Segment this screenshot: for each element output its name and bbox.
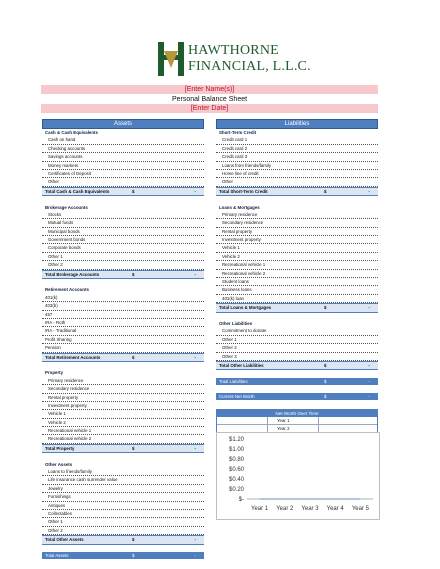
liability-row[interactable]: Home line of credit <box>216 170 378 178</box>
name-field[interactable]: [Enter Name(s)] <box>41 85 378 94</box>
net-worth-chart <box>216 432 380 520</box>
total-row: Total Cash & Cash Equivalents $ - <box>42 187 204 196</box>
net-worth-row: Current Net Worth $ - <box>216 393 378 400</box>
date-field[interactable]: [Enter Date] <box>41 104 378 113</box>
asset-row[interactable]: Other <box>42 178 204 186</box>
liability-row[interactable]: Other <box>216 178 378 186</box>
total-row: Total Other Assets $ - <box>42 535 204 544</box>
total-assets-row: Total Assets $ - <box>42 552 204 559</box>
liability-row[interactable]: Other 3 <box>216 353 378 361</box>
liability-row[interactable]: Recreational vehicle 1 <box>216 261 378 269</box>
total-row: Total Short-Term Credit $ - <box>216 187 378 196</box>
asset-row[interactable]: 457 <box>42 311 204 319</box>
asset-row[interactable]: Secondary residence <box>42 385 204 393</box>
asset-row[interactable]: Other 1 <box>42 253 204 261</box>
x-tick-label: Year 4 <box>326 506 344 512</box>
asset-row[interactable]: Savings accounts <box>42 153 204 161</box>
asset-row[interactable]: Pension <box>42 344 204 352</box>
asset-row[interactable]: Investment property <box>42 402 204 410</box>
section-label: Other Assets <box>45 461 73 467</box>
asset-row[interactable]: Government bonds <box>42 236 204 244</box>
hawthorne-logo-icon <box>158 42 184 76</box>
asset-row[interactable]: 401(k) <box>42 294 204 302</box>
net-worth-chart-svg <box>217 433 379 519</box>
net-worth-table-title: Net Worth Over Time <box>217 410 377 417</box>
asset-row[interactable]: Loans to friends/family <box>42 468 204 476</box>
liability-row[interactable]: 401(k) loan <box>216 295 378 303</box>
liability-row[interactable]: Recreational vehicle 2 <box>216 270 378 278</box>
section-label: Retirement Accounts <box>45 287 89 293</box>
asset-row[interactable]: Other 1 <box>42 518 204 526</box>
x-tick-label: Year 5 <box>351 506 369 512</box>
liabilities-header: Liabilities <box>216 119 378 129</box>
assets-header: Assets <box>42 119 204 129</box>
asset-row[interactable]: Corporate bonds <box>42 244 204 252</box>
liability-row[interactable]: Commitment to donate <box>216 327 378 335</box>
asset-row[interactable]: Recreational vehicle 2 <box>42 435 204 443</box>
liability-row[interactable]: Vehicle 2 <box>216 253 378 261</box>
asset-row[interactable]: Stocks <box>42 211 204 219</box>
liabilities-column <box>216 119 378 458</box>
y-tick-label: $0.60 <box>228 467 244 473</box>
asset-row[interactable]: 403(b) <box>42 302 204 310</box>
asset-row[interactable]: Other 2 <box>42 261 204 269</box>
asset-row[interactable]: Mutual funds <box>42 219 204 227</box>
x-tick-label: Year 3 <box>301 506 319 512</box>
net-worth-year-row[interactable]: Year 1 <box>217 417 377 425</box>
asset-row[interactable]: Primary residence <box>42 377 204 385</box>
company-name: HAWTHORNE FINANCIAL, L.L.C. <box>188 43 311 74</box>
y-tick-label: $0.20 <box>228 487 244 493</box>
asset-row[interactable]: Cash on hand <box>42 136 204 144</box>
section-label: Property <box>45 370 64 376</box>
asset-row[interactable]: Life insurance cash surrender value <box>42 476 204 484</box>
asset-row[interactable]: IRA - Traditional <box>42 327 204 335</box>
asset-row[interactable]: IRA - Roth <box>42 319 204 327</box>
liability-row[interactable]: Credit card 3 <box>216 153 378 161</box>
sheet-title: Personal Balance Sheet <box>171 96 248 103</box>
total-row: Total Brokerage Accounts $ - <box>42 270 204 279</box>
liability-row[interactable]: Other 1 <box>216 336 378 344</box>
y-tick-label: $0.80 <box>228 457 244 463</box>
total-row: Total Property $ - <box>42 444 204 453</box>
liability-row[interactable]: Credit card 2 <box>216 145 378 153</box>
asset-row[interactable]: Checking accounts <box>42 145 204 153</box>
asset-row[interactable]: Other 2 <box>42 527 204 535</box>
liability-row[interactable]: Loans from friends/family <box>216 162 378 170</box>
asset-row[interactable]: Jewelry <box>42 485 204 493</box>
y-tick-label: $0.40 <box>228 477 244 483</box>
y-tick-label: $1.20 <box>228 437 244 443</box>
liability-row[interactable]: Credit card 1 <box>216 136 378 144</box>
net-worth-year-row[interactable]: Year 2 <box>217 425 377 433</box>
total-row: Total Loans & Mortgages $ - <box>216 303 378 312</box>
x-tick-label: Year 1 <box>251 506 269 512</box>
total-row: Total Other Liabilities $ - <box>216 361 378 370</box>
y-tick-label: $1.00 <box>228 447 244 453</box>
liability-row[interactable]: Other 2 <box>216 344 378 352</box>
section-label: Cash & Cash Equivalents <box>45 130 98 135</box>
section-label: Brokerage Accounts <box>45 204 88 210</box>
asset-row[interactable]: Antiques <box>42 502 204 510</box>
asset-row[interactable]: Money markets <box>42 162 204 170</box>
company-logo <box>158 42 318 80</box>
asset-row[interactable]: Municipal bonds <box>42 228 204 236</box>
assets-column <box>42 119 204 559</box>
y-tick-label: $- <box>238 497 244 503</box>
total-row: Total Retirement Accounts $ - <box>42 353 204 362</box>
liability-row[interactable]: Secondary residence <box>216 219 378 227</box>
asset-row[interactable]: Recreational vehicle 1 <box>42 427 204 435</box>
liability-row[interactable]: Primary residence <box>216 211 378 219</box>
liability-row[interactable]: Student loans <box>216 278 378 286</box>
asset-row[interactable]: Vehicle 1 <box>42 410 204 418</box>
liability-row[interactable]: Vehicle 1 <box>216 244 378 252</box>
section-label: Loans & Mortgages <box>219 204 260 210</box>
x-tick-label: Year 2 <box>276 506 294 512</box>
asset-row[interactable]: Furnishings <box>42 493 204 501</box>
asset-row[interactable]: Rental property <box>42 394 204 402</box>
asset-row[interactable]: Profit Sharing <box>42 336 204 344</box>
liability-row[interactable]: Business loans <box>216 286 378 294</box>
liability-row[interactable]: Investment property <box>216 236 378 244</box>
section-label: Other Liabilities <box>219 320 253 326</box>
asset-row[interactable]: Certificates of Deposit <box>42 170 204 178</box>
asset-row[interactable]: Vehicle 2 <box>42 419 204 427</box>
total-liabilities-row: Total Liabilities $ - <box>216 378 378 385</box>
asset-row[interactable]: Collectables <box>42 510 204 518</box>
section-label: Short-Term Credit <box>219 130 257 135</box>
liability-row[interactable]: Rental property <box>216 228 378 236</box>
